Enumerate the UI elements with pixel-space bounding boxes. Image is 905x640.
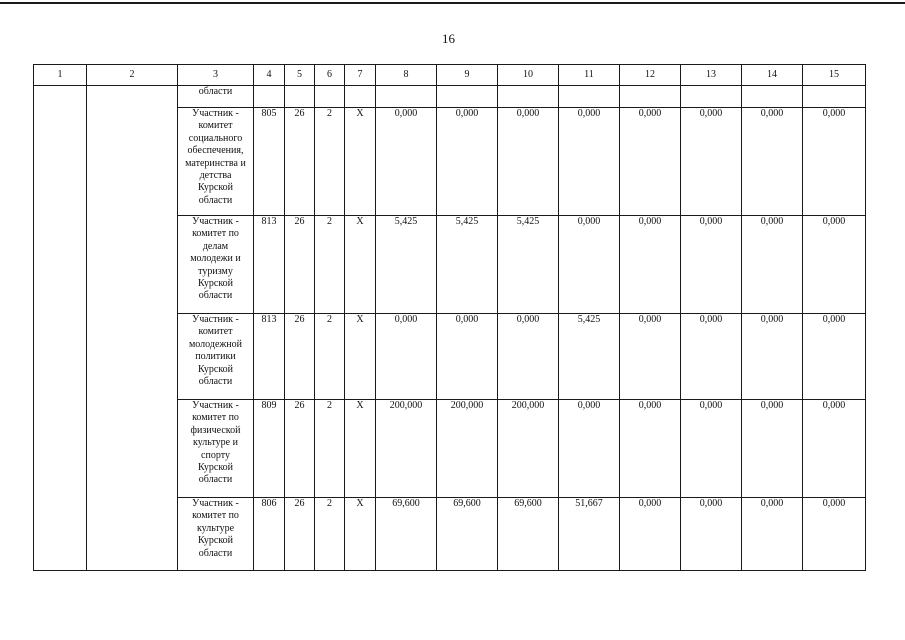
value-cell — [742, 86, 803, 108]
value-cell: 69,600 — [376, 498, 437, 571]
col7-cell: Х — [345, 400, 376, 498]
column-header: 13 — [681, 65, 742, 86]
table-row — [34, 86, 866, 108]
value-cell: 200,000 — [498, 400, 559, 498]
column-header: 8 — [376, 65, 437, 86]
participant-name-cell: Участник - комитет по физической культуре и спорту Курской области — [178, 400, 254, 498]
value-cell: 0,000 — [376, 314, 437, 400]
value-cell: 0,000 — [376, 108, 437, 216]
value-cell: 0,000 — [681, 216, 742, 314]
col7-cell: Х — [345, 498, 376, 571]
column-header: 7 — [345, 65, 376, 86]
merged-cell-col-2 — [87, 86, 178, 571]
value-cell: 69,600 — [437, 498, 498, 571]
participant-name-cell: Участник - комитет по культуре Курской области — [178, 498, 254, 571]
value-cell: 5,425 — [376, 216, 437, 314]
value-cell: 0,000 — [620, 108, 681, 216]
code-cell: 813 — [254, 216, 285, 314]
column-header: 4 — [254, 65, 285, 86]
value-cell — [437, 86, 498, 108]
value-cell: 51,667 — [559, 498, 620, 571]
value-cell: 0,000 — [742, 498, 803, 571]
col5-cell: 26 — [285, 400, 315, 498]
column-header: 9 — [437, 65, 498, 86]
value-cell: 0,000 — [803, 108, 866, 216]
value-cell — [376, 86, 437, 108]
col6-cell: 2 — [315, 400, 345, 498]
col6-cell: 2 — [315, 314, 345, 400]
value-cell: 0,000 — [742, 216, 803, 314]
column-header: 3 — [178, 65, 254, 86]
value-cell: 0,000 — [559, 216, 620, 314]
value-cell — [559, 86, 620, 108]
col6-cell: 2 — [315, 216, 345, 314]
budget-table — [33, 64, 866, 571]
value-cell: 0,000 — [803, 498, 866, 571]
value-cell: 0,000 — [559, 400, 620, 498]
code-cell: 809 — [254, 400, 285, 498]
col5-cell: 26 — [285, 216, 315, 314]
value-cell: 0,000 — [620, 314, 681, 400]
col6-cell: 2 — [315, 108, 345, 216]
code-cell: 805 — [254, 108, 285, 216]
value-cell: 200,000 — [376, 400, 437, 498]
participant-name-cell: Участник - комитет по делам молодежи и туризму Курской области — [178, 216, 254, 314]
column-header: 1 — [34, 65, 87, 86]
value-cell: 0,000 — [803, 400, 866, 498]
col5-cell: 26 — [285, 498, 315, 571]
value-cell: 0,000 — [742, 314, 803, 400]
value-cell: 0,000 — [681, 314, 742, 400]
participant-name-cell: области — [178, 86, 254, 108]
value-cell: 0,000 — [620, 498, 681, 571]
column-header: 6 — [315, 65, 345, 86]
value-cell: 0,000 — [803, 314, 866, 400]
value-cell: 0,000 — [742, 108, 803, 216]
value-cell — [498, 86, 559, 108]
value-cell: 0,000 — [803, 216, 866, 314]
merged-cell-col-1 — [34, 86, 87, 571]
code-cell: 813 — [254, 314, 285, 400]
col7-cell — [345, 86, 376, 108]
value-cell: 0,000 — [437, 314, 498, 400]
column-header: 5 — [285, 65, 315, 86]
column-header: 14 — [742, 65, 803, 86]
col5-cell: 26 — [285, 314, 315, 400]
col5-cell — [285, 86, 315, 108]
col7-cell: Х — [345, 216, 376, 314]
value-cell: 0,000 — [620, 400, 681, 498]
column-header: 15 — [803, 65, 866, 86]
column-header: 2 — [87, 65, 178, 86]
page-number: 16 — [442, 31, 455, 46]
column-header: 12 — [620, 65, 681, 86]
value-cell: 5,425 — [437, 216, 498, 314]
col7-cell: Х — [345, 108, 376, 216]
participant-name-cell: Участник - комитет социального обеспечения, материнства и детства Курской области — [178, 108, 254, 216]
value-cell: 0,000 — [498, 314, 559, 400]
code-cell — [254, 86, 285, 108]
value-cell — [681, 86, 742, 108]
page-top-edge — [0, 2, 905, 4]
col6-cell: 2 — [315, 498, 345, 571]
code-cell: 806 — [254, 498, 285, 571]
participant-name-cell: Участник - комитет молодежной политики Курской области — [178, 314, 254, 400]
header-row — [34, 65, 866, 86]
col6-cell — [315, 86, 345, 108]
value-cell: 0,000 — [681, 108, 742, 216]
value-cell: 5,425 — [498, 216, 559, 314]
value-cell: 0,000 — [681, 498, 742, 571]
col5-cell: 26 — [285, 108, 315, 216]
value-cell — [620, 86, 681, 108]
column-header: 10 — [498, 65, 559, 86]
value-cell: 5,425 — [559, 314, 620, 400]
value-cell: 0,000 — [559, 108, 620, 216]
column-header: 11 — [559, 65, 620, 86]
col7-cell: Х — [345, 314, 376, 400]
value-cell: 69,600 — [498, 498, 559, 571]
value-cell: 0,000 — [620, 216, 681, 314]
value-cell: 200,000 — [437, 400, 498, 498]
value-cell: 0,000 — [742, 400, 803, 498]
value-cell — [803, 86, 866, 108]
value-cell: 0,000 — [681, 400, 742, 498]
value-cell: 0,000 — [437, 108, 498, 216]
value-cell: 0,000 — [498, 108, 559, 216]
